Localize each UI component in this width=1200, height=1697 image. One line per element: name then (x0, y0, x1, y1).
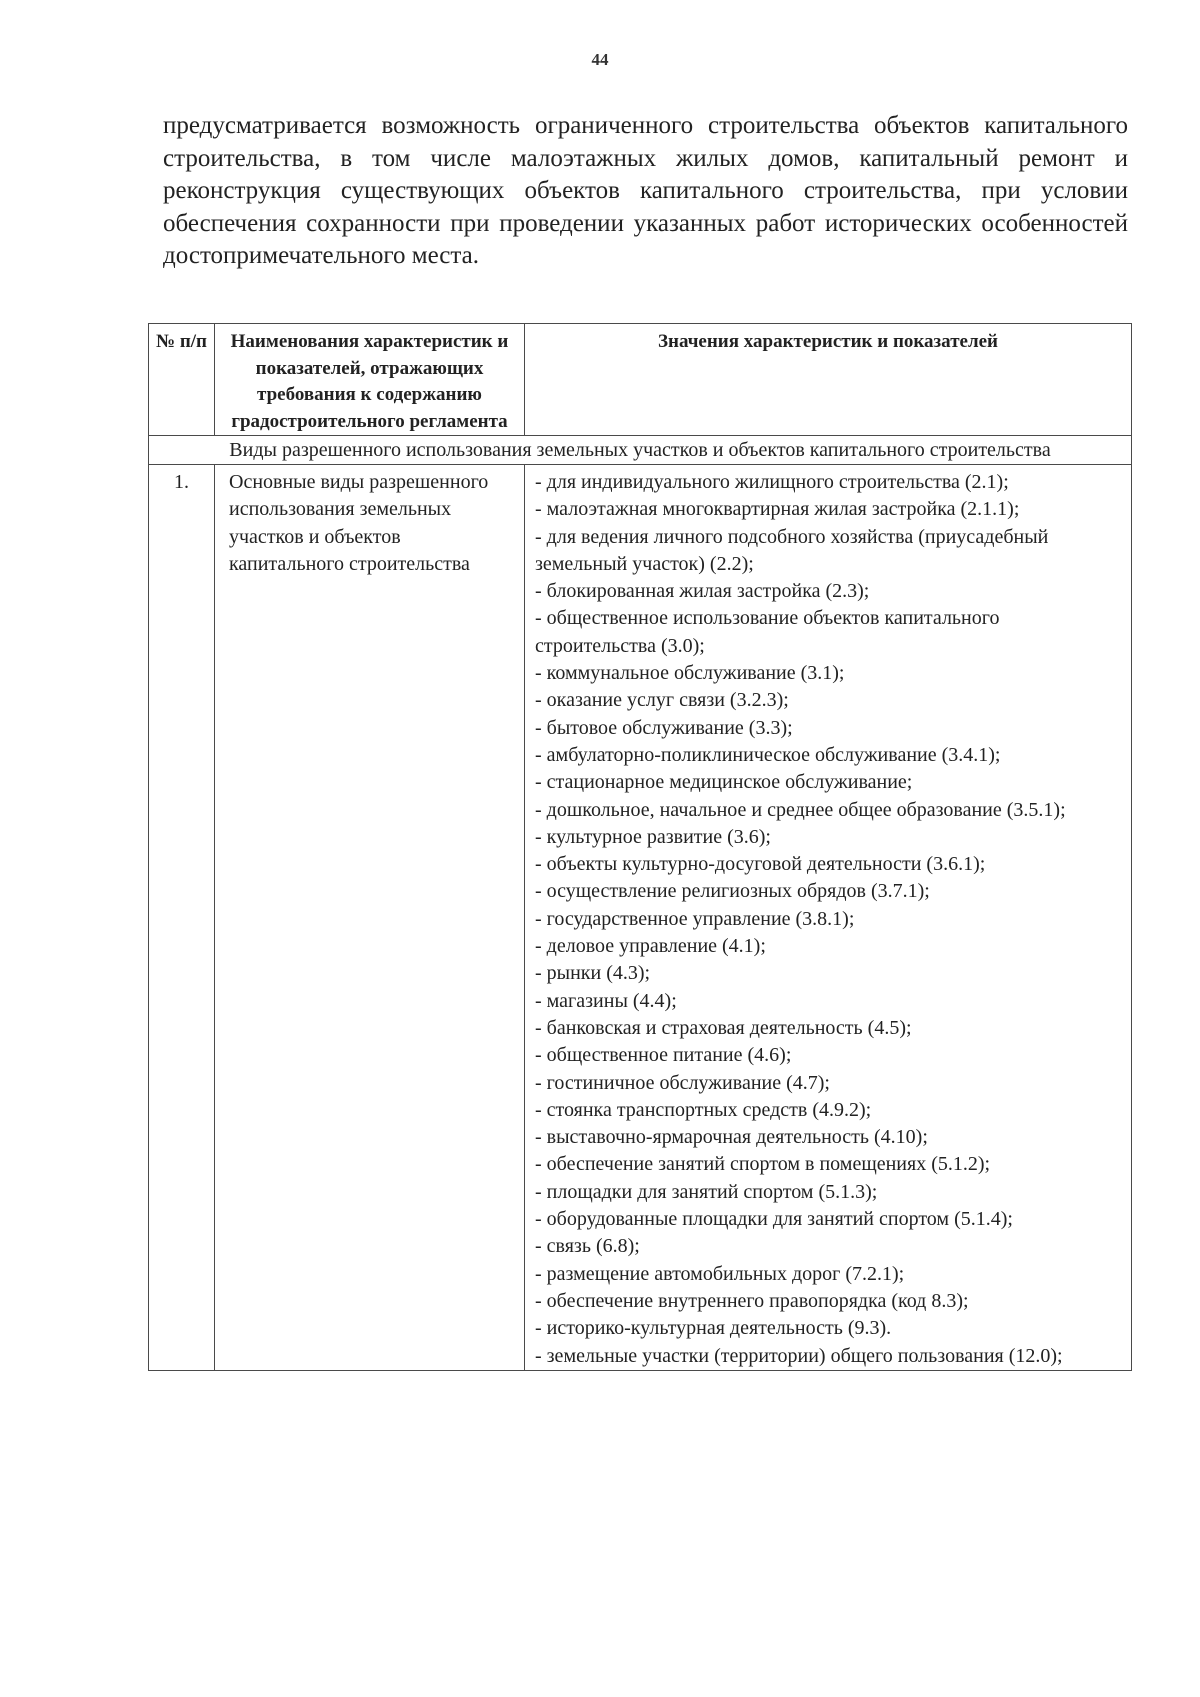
value-item: - осуществление религиозных обрядов (3.7.1); (535, 880, 930, 903)
value-item: - деловое управление (4.1); (535, 935, 766, 958)
value-item: - оборудованные площадки для занятий спортом (5.1.4); (535, 1208, 1013, 1231)
value-item: - стационарное медицинское обслуживание; (535, 771, 913, 794)
value-item: - размещение автомобильных дорог (7.2.1); (535, 1262, 905, 1285)
intro-paragraph: предусматривается возможность ограниченного строительства объектов капитального строительства, в том числе малоэтажных жилых домов, капитальный ремонт и реконструкция существующих объектов капитального строительства, при условии обеспечения сохранности при проведении указанных работ исторических особенностей достопримечательного места. (163, 112, 1128, 269)
value-item: - стоянка транспортных средств (4.9.2); (535, 1098, 872, 1121)
value-item: - общественное питание (4.6); (535, 1044, 792, 1067)
value-item: - связь (6.8); (535, 1235, 640, 1258)
header-num: № п/п (149, 324, 215, 436)
value-item: - блокированная жилая застройка (2.3); (535, 580, 870, 603)
value-item: - амбулаторно-поликлиническое обслуживание (3.4.1); (535, 743, 1001, 766)
value-item: - выставочно-ярмарочная деятельность (4.10); (535, 1126, 928, 1149)
value-item: - историко-культурная деятельность (9.3). (535, 1317, 892, 1340)
value-item: - малоэтажная многоквартирная жилая застройка (2.1.1); (535, 498, 1020, 521)
value-item: - общественное использование объектов капитального строительства (3.0); (535, 607, 1000, 657)
row-values (525, 465, 1132, 1371)
value-item: - культурное развитие (3.6); (535, 825, 771, 848)
value-item: - для ведения личного подсобного хозяйства (приусадебный земельный участок) (2.2); (535, 525, 1049, 575)
value-item: - банковская и страховая деятельность (4.5); (535, 1016, 912, 1039)
value-item: - коммунальное обслуживание (3.1); (535, 662, 845, 685)
value-item: - площадки для занятий спортом (5.1.3); (535, 1180, 878, 1203)
value-item: - объекты культурно-досуговой деятельности (3.6.1); (535, 853, 986, 876)
value-item: - дошкольное, начальное и среднее общее образование (3.5.1); (535, 798, 1066, 821)
header-values: Значения характеристик и показателей (525, 324, 1132, 436)
header-name: Наименования характеристик и показателей, отражающих требования к содержанию градостроительного регламента (215, 324, 525, 436)
value-item: - для индивидуального жилищного строительства (2.1); (535, 471, 1009, 493)
section-row (149, 436, 1132, 465)
table-header-row (149, 324, 1132, 436)
value-item: - обеспечение внутреннего правопорядка (код 8.3); (535, 1289, 969, 1312)
value-item: - бытовое обслуживание (3.3); (535, 716, 793, 739)
value-item: - магазины (4.4); (535, 989, 677, 1012)
value-item: - земельные участки (территории) общего пользования (12.0); (535, 1344, 1063, 1367)
regulation-table (148, 323, 1132, 1371)
value-item: - рынки (4.3); (535, 962, 651, 985)
value-item: - оказание услуг связи (3.2.3); (535, 689, 789, 712)
value-item: - обеспечение занятий спортом в помещениях (5.1.2); (535, 1153, 991, 1176)
section-title: Виды разрешенного использования земельных участков и объектов капитального строительства (149, 436, 1132, 465)
value-item: - гостиничное обслуживание (4.7); (535, 1071, 830, 1094)
table-row (149, 465, 1132, 1371)
row-num: 1. (149, 465, 215, 1371)
row-name: Основные виды разрешенного использования земельных участков и объектов капитального строительства (215, 465, 525, 1371)
page-number: 44 (591, 50, 609, 69)
value-item: - государственное управление (3.8.1); (535, 907, 855, 930)
